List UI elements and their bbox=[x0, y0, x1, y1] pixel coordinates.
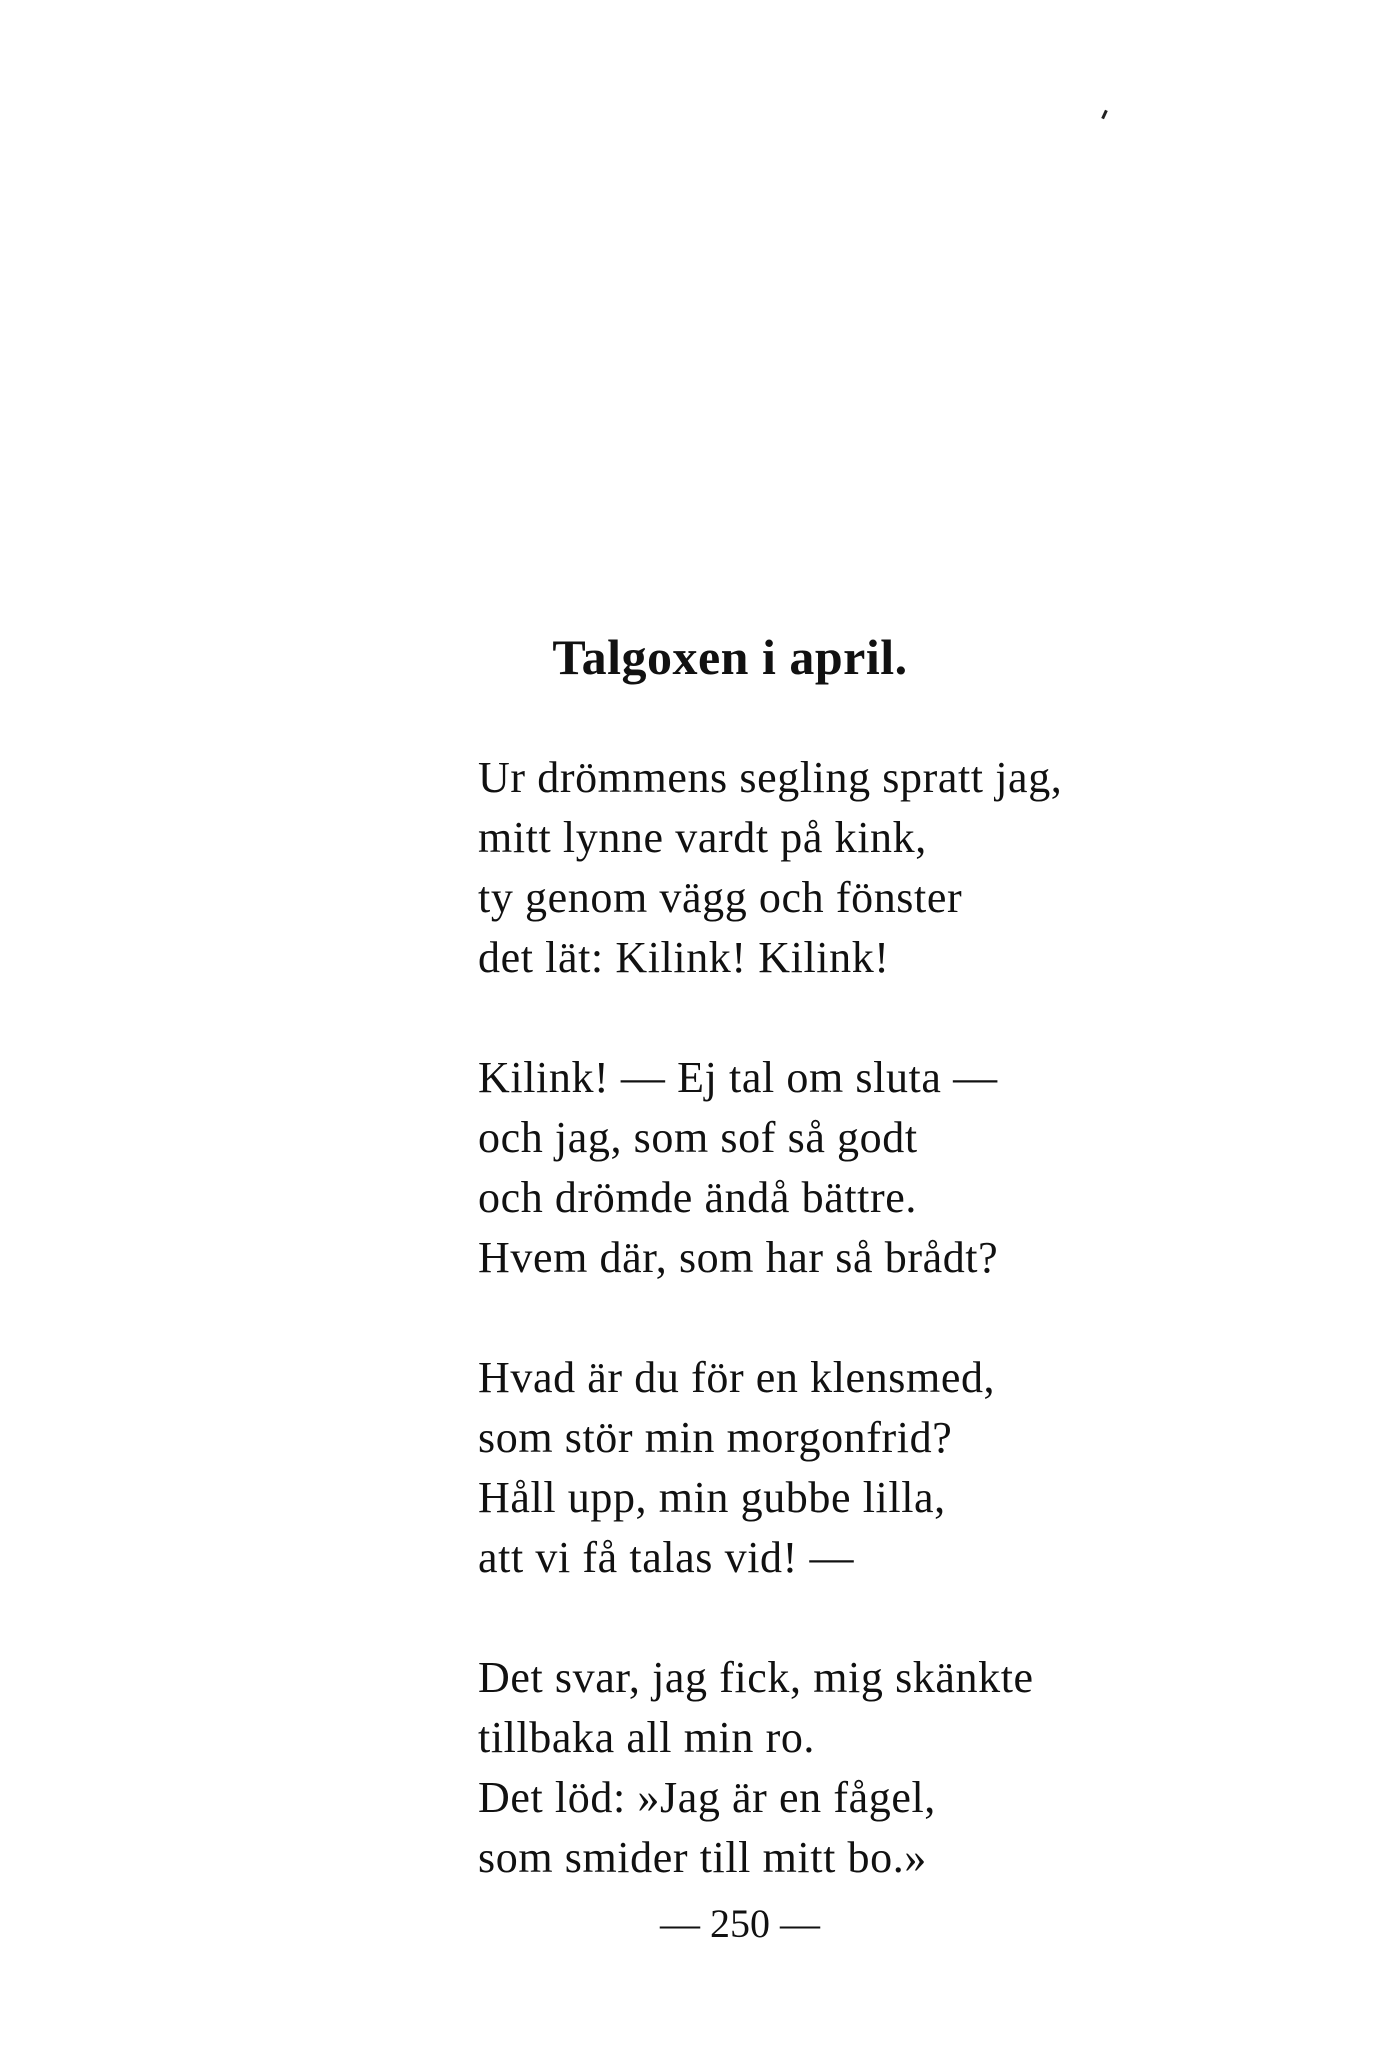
poem-line: Kilink! — Ej tal om sluta — bbox=[478, 1053, 998, 1102]
stanza-3 bbox=[478, 1348, 1178, 1588]
stanza-2 bbox=[478, 1048, 1178, 1288]
poem-line: ty genom vägg och fönster bbox=[478, 873, 963, 922]
poem-line: det lät: Kilink! Kilink! bbox=[478, 933, 890, 982]
poem-line: som smider till mitt bo.» bbox=[478, 1833, 927, 1882]
poem-title: Talgoxen i april. bbox=[552, 629, 908, 685]
poem-line: mitt lynne vardt på kink, bbox=[478, 813, 927, 862]
poem-line: Det löd: »Jag är en fågel, bbox=[478, 1773, 936, 1822]
poem-line: att vi få talas vid! — bbox=[478, 1533, 855, 1582]
poem-line: och drömde ändå bättre. bbox=[478, 1173, 917, 1222]
stanza-1 bbox=[478, 748, 1178, 988]
poem-body bbox=[478, 748, 1178, 1948]
page-number: — 250 — bbox=[660, 1901, 820, 1946]
poem-line: Hvem där, som har så brådt? bbox=[478, 1233, 999, 1282]
poem-line: Det svar, jag fick, mig skänkte bbox=[478, 1653, 1034, 1702]
poem-line: som stör min morgonfrid? bbox=[478, 1413, 953, 1462]
ink-speck-mark bbox=[1101, 110, 1108, 119]
poem-line: och jag, som sof så godt bbox=[478, 1113, 918, 1162]
stanza-4 bbox=[478, 1648, 1178, 1888]
poem-line: Håll upp, min gubbe lilla, bbox=[478, 1473, 946, 1522]
poem-line: tillbaka all min ro. bbox=[478, 1713, 816, 1762]
poem-line: Hvad är du för en klensmed, bbox=[478, 1353, 996, 1402]
poem-line: Ur drömmens segling spratt jag, bbox=[478, 753, 1063, 802]
